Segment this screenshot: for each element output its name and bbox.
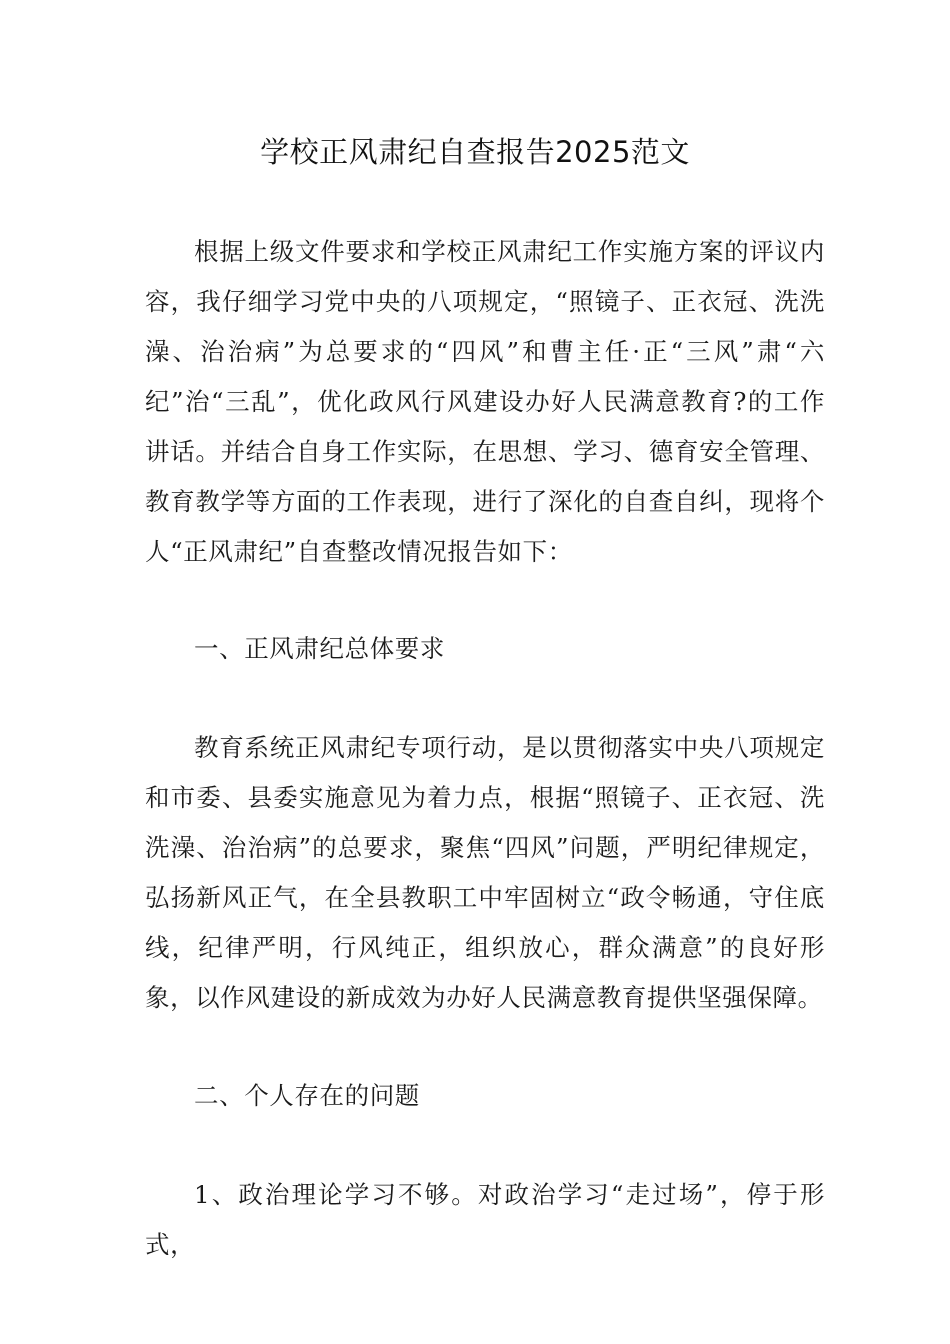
section-heading-1: 一、正风肃纪总体要求: [194, 634, 445, 663]
section-heading-2: 二、个人存在的问题: [194, 1081, 420, 1110]
document-title: 学校正风肃纪自查报告2025范文: [260, 135, 690, 169]
requirements-paragraph: 教育系统正风肃纪专项行动，是以贯彻落实中央八项规定和市委、县委实施意见为着力点，根据“照镜子、正衣冠、洗洗澡、治治病”的总要求，聚焦“四风”问题，严明纪律规定，弘扬新风正气，在全县教职工中牢固树立“政令畅通，守住底线，纪律严明，行风纯正，组织放心，群众满意”的良好形象，以作风建设的新成效为办好人民满意教育提供坚强保障。: [145, 733, 825, 1012]
intro-paragraph: 根据上级文件要求和学校正风肃纪工作实施方案的评议内容，我仔细学习党中央的八项规定，“照镜子、正衣冠、洗洗澡、治治病”为总要求的“四风”和曹主任·正“三风”肃“六纪”治“三乱”，优化政风行风建设办好人民满意教育?的工作讲话。并结合自身工作实际，在思想、学习、德育安全管理、教育教学等方面的工作表现，进行了深化的自查自纠，现将个人“正风肃纪”自查整改情况报告如下：: [145, 237, 825, 566]
problem-paragraph-1: 1、政治理论学习不够。对政治学习“走过场”，停于形式，: [145, 1180, 825, 1259]
